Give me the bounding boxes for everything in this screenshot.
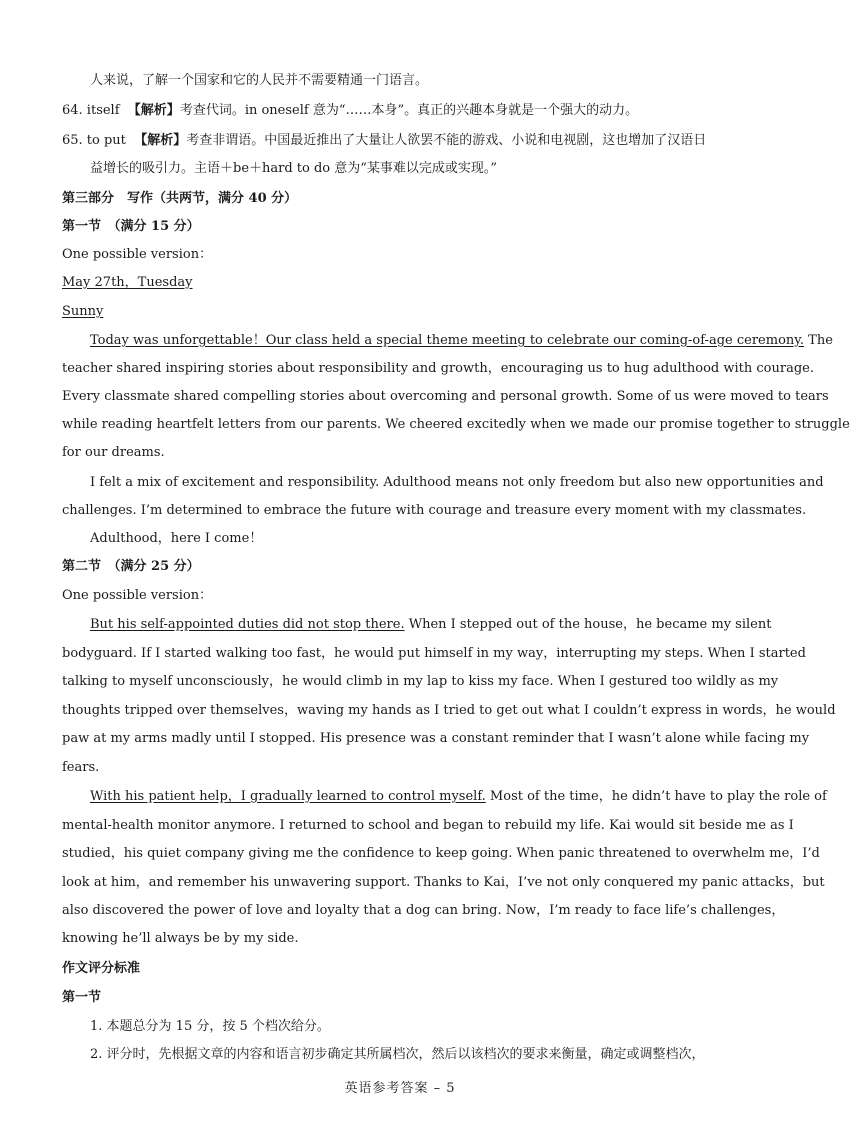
s2-p1-line4: thoughts tripped over themselves，waving my hands as I tried to get out what I couldn’t express in words，he would [62,703,836,718]
s1-p2-line2: challenges. I’m determined to embrace the future with courage and treasure every moment with my classmates. [62,503,807,518]
s1-p1-line2: teacher shared inspiring stories about responsibility and growth，encouraging us to hug adulthood with courage. [62,361,814,376]
s1-p1-line1: Today was unforgettable！Our class held a special theme meeting to celebrate our coming-of-age ceremony. The [90,333,833,348]
answer-65-text-cont: 益增长的吸引力。主语＋be＋hard to do 意为“某事难以完成或实现。” [90,161,498,176]
section1-intro: One possible version： [62,247,213,262]
analysis-tag: 【解析】 [134,133,187,148]
answer-65 [62,132,706,150]
s1-p3: Adulthood，here I come！ [90,531,263,546]
answer-64-text: 考查代词。in oneself 意为“……本身”。真正的兴趣本身就是一个强大的动力。 [179,103,639,118]
s2-p2-line1: With his patient help，I gradually learned to control myself. Most of the time，he didn’t have to play the role of [90,789,827,804]
s2-p2-line3: studied，his quiet company giving me the confidence to keep going. When panic threatened to overwhelm me，I’d [62,846,820,861]
diary-date: May 27th，Tuesday [62,275,193,290]
analysis-tag: 【解析】 [127,103,180,118]
s1-topic-sentence: Today was unforgettable！Our class held a special theme meeting to celebrate our coming-of-age ceremony. [90,333,805,348]
s2-p2-line6: knowing he’ll always be by my side. [62,931,299,946]
s1-p1-line3: Every classmate shared compelling stories about overcoming and personal growth. Some of us were moved to tears [62,389,829,404]
s2-p2-line2: mental-health monitor anymore. I returned to school and began to rebuild my life. Kai would sit beside me as I [62,818,794,833]
section2-heading: 第二节 （满分 25 分） [62,559,200,574]
criteria-heading: 作文评分标准 [62,961,141,976]
section1-heading: 第一节 （满分 15 分） [62,219,200,234]
section2-intro: One possible version： [62,588,213,603]
part3-heading: 第三部分 写作（共两节，满分 40 分） [62,191,298,206]
s1-p1-line5: for our dreams. [62,445,165,460]
s2-p1-line5: paw at my arms madly until I stopped. His presence was a constant reminder that I wasn’t alone while facing my [62,731,810,746]
s1-p1-line4: while reading heartfelt letters from our parents. We cheered excitedly when we made our promise together to struggle [62,417,850,432]
page-footer: 英语参考答案 – 5 [344,1081,456,1096]
diary-weather: Sunny [62,304,104,319]
s2-p1-line1: But his self-appointed duties did not stop there. When I stepped out of the house，he became my silent [90,617,772,632]
s2-p2-line5: also discovered the power of love and loyalty that a dog can bring. Now，I’m ready to face life’s challenges， [62,903,785,918]
answer-65-text: 考查非谓语。中国最近推出了大量让人欲罢不能的游戏、小说和电视剧，这也增加了汉语日 [186,133,707,148]
answer-64-number: 64. itself [62,103,120,118]
s2-p1-line6: fears. [62,760,100,775]
s2-p1-line2: bodyguard. If I started walking too fast，he would put himself in my way，interrupting my steps. When I started [62,646,806,661]
s2-p1-line3: talking to myself unconsciously，he would climb in my lap to kiss my face. When I gestured too wildly as my [62,674,779,689]
s2-p1-opening-sentence: But his self-appointed duties did not stop there. [90,617,405,632]
criteria-item-1: 1. 本题总分为 15 分，按 5 个档次给分。 [90,1019,330,1034]
criteria-item-2: 2. 评分时，先根据文章的内容和语言初步确定其所属档次，然后以该档次的要求来衡量，确定或调整档次， [90,1047,705,1062]
criteria-section1-heading: 第一节 [62,990,102,1005]
s2-p2-opening-sentence: With his patient help，I gradually learned to control myself. [90,789,486,804]
s1-p2-line1: I felt a mix of excitement and responsibility. Adulthood means not only freedom but also new opportunities and [90,475,824,490]
answer-64 [62,102,638,120]
answer-65-number: 65. to put [62,133,126,148]
answer-continuation-line: 人来说，了解一个国家和它的人民并不需要精通一门语言。 [90,73,429,88]
s2-p2-line4: look at him，and remember his unwavering support. Thanks to Kai，I’ve not only conquered my panic attacks，but [62,875,825,890]
